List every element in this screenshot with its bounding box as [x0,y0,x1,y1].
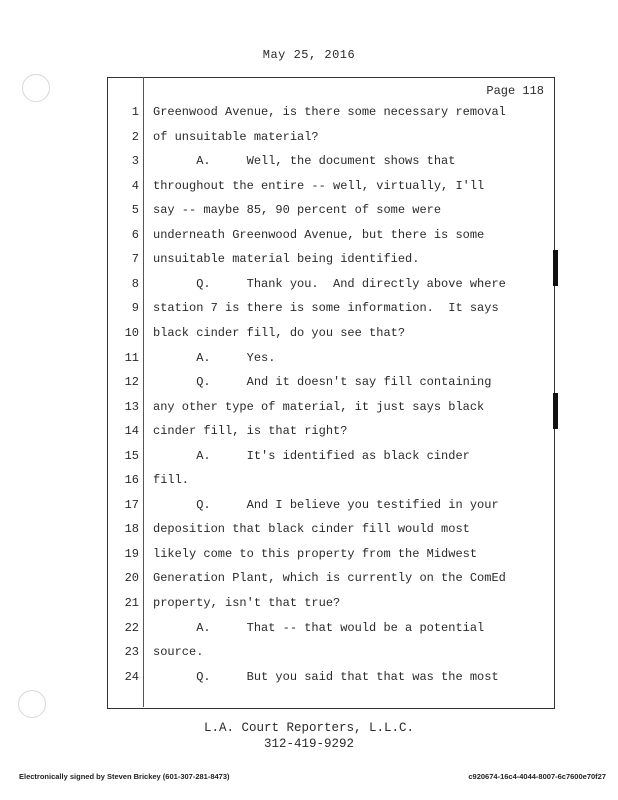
line-text: black cinder fill, do you see that? [153,325,406,340]
line-text: Greenwood Avenue, is there some necessary removal [153,105,506,119]
line-text: Q. And I believe you testified in your [153,497,499,512]
margin-marker-bar [553,250,558,286]
line-number: 14 [124,424,139,439]
line-number: 17 [124,497,139,512]
transcript-line [107,400,553,425]
transcript-line [107,154,553,179]
line-text: A. Well, the document shows that [153,154,456,169]
line-number: 13 [124,399,139,414]
line-number: 12 [124,375,139,390]
transcript-line [107,351,553,376]
line-text: any other type of material, it just says black [153,399,485,414]
punch-hole-top [22,74,50,102]
transcript-date: May 25, 2016 [262,48,356,62]
transcript-line [107,252,553,277]
transcript-line [107,449,553,474]
line-text: say -- maybe 85, 90 percent of some were [153,203,442,218]
transcript-line [107,179,553,204]
line-number: 2 [131,129,139,144]
line-number: 4 [131,178,139,193]
punch-hole-bottom [18,690,46,718]
line-text: station 7 is there is some information. It says [153,301,499,316]
line-text: of unsuitable material? [153,129,319,144]
line-text: Q. And it doesn't say fill containing [153,375,492,390]
line-text: source. [153,645,204,660]
transcript-line [107,670,553,695]
line-number: 23 [124,645,139,660]
transcript-line [107,522,553,547]
line-number: 6 [131,227,139,242]
line-text: property, isn't that true? [153,596,341,610]
reporter-phone: 312-419-9292 [263,737,354,751]
transcript-line [107,473,553,498]
line-text: Q. Thank you. And directly above where [153,276,506,291]
transcript-line [107,105,553,130]
line-number: 11 [124,350,139,365]
line-number: 1 [131,105,139,119]
line-text: throughout the entire -- well, virtually, I'll [153,178,485,193]
transcript-line [107,326,553,351]
line-text: A. Yes. [153,350,276,365]
line-number: 22 [124,620,139,635]
line-text: A. It's identified as black cinder [153,448,470,463]
line-number: 5 [131,203,139,218]
line-number: 19 [124,546,139,561]
transcript-line [107,277,553,302]
transcript-line [107,130,553,155]
line-number: 9 [131,301,139,316]
transcript-line [107,375,553,400]
page-number: Page 118 [486,84,544,98]
transcript-line [107,228,553,253]
line-text: Q. But you said that that was the most [153,669,499,684]
line-number: 18 [124,522,139,537]
document-hash: c920674-16c4-4044-8007-6c7600e70f27 [468,772,606,781]
line-text: unsuitable material being identified. [153,252,420,267]
line-text: fill. [153,473,190,488]
line-number: 10 [124,325,139,340]
line-number: 8 [131,276,139,291]
line-text: deposition that black cinder fill would most [153,522,470,537]
line-number: 3 [131,154,139,169]
transcript-line [107,424,553,449]
line-number: 20 [124,571,139,586]
reporter-company: L.A. Court Reporters, L.L.C. [203,721,415,735]
transcript-line [107,596,553,621]
line-number: 7 [131,252,139,267]
line-number: 24 [124,669,139,684]
line-number: 21 [124,596,139,610]
line-text: cinder fill, is that right? [153,424,348,439]
line-text: A. That -- that would be a potential [153,620,485,635]
transcript-line [107,571,553,596]
transcript-line [107,645,553,670]
line-text: likely come to this property from the Midwest [153,546,478,561]
line-number: 16 [124,473,139,488]
line-text: underneath Greenwood Avenue, but there is some [153,227,485,242]
transcript-line [107,621,553,646]
line-number: 15 [124,448,139,463]
transcript-line [107,547,553,572]
margin-marker-bar [553,393,558,429]
line-text: Generation Plant, which is currently on the ComEd [153,571,506,586]
transcript-line [107,301,553,326]
transcript-line [107,498,553,523]
electronic-signature: Electronically signed by Steven Brickey (601-307-281-8473) [19,772,230,781]
transcript-line [107,203,553,228]
